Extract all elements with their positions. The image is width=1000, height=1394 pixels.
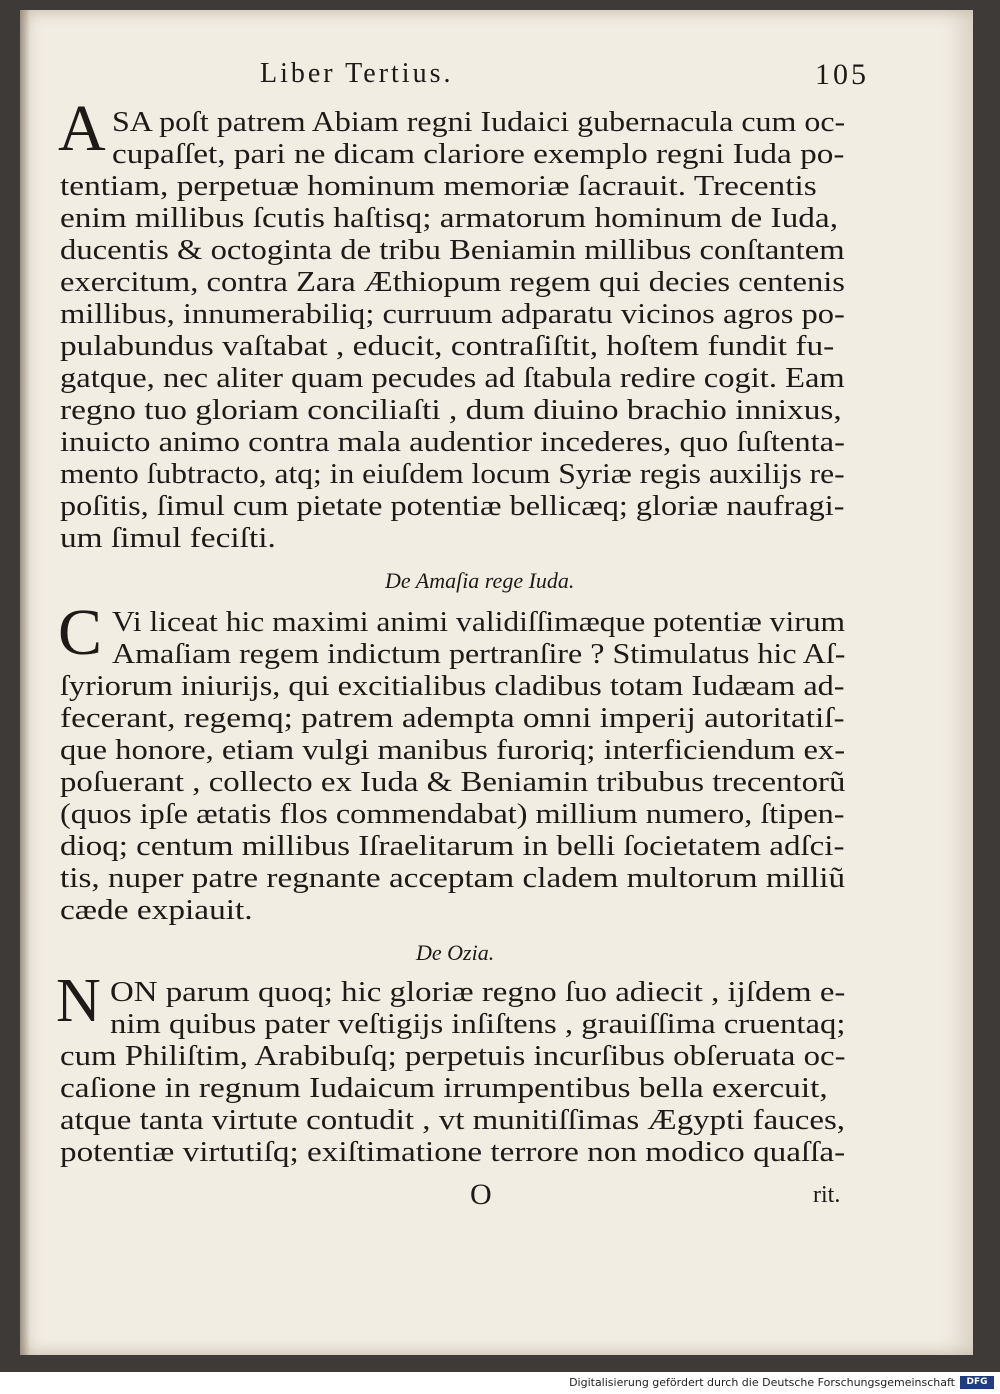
text-line: dioq; centum millibus Iſraelitarum in belli ſocietatem adſci- [60, 830, 845, 862]
text-line: gatque, nec aliter quam pecudes ad ſtabula redire cogit. Eam [60, 362, 845, 394]
section-heading: De Amaſia rege Iuda. [385, 568, 575, 593]
signature-mark: O [470, 1178, 492, 1211]
text-line: ducentis & octoginta de tribu Beniamin millibus conſtantem [60, 234, 845, 266]
text-line: fecerant, regemq; patrem adempta omni imperij autoritatiſ- [60, 702, 845, 734]
text-line: (quos ipſe ætatis flos commendabat) millium numero, ſtipen- [60, 798, 845, 830]
text-line: poſuerant , collecto ex Iuda & Beniamin tribubus trecentorũ [60, 766, 846, 798]
text-line: exercitum, contra Zara Æthiopum regem qui decies centenis [60, 266, 845, 298]
catchword: rit. [813, 1182, 841, 1208]
footer [0, 1372, 1000, 1394]
drop-cap-c: C [58, 596, 103, 669]
text-line: Amaſiam regem indictum pertranſire ? Stimulatus hic Aſ- [112, 638, 846, 670]
text-line: atque tanta virtute contudit , vt munitiſſimas Ægypti fauces, [60, 1104, 846, 1136]
drop-cap-n: N [56, 967, 101, 1035]
page-number: 105 [815, 58, 869, 91]
text-line: tentiam, perpetuæ hominum memoriæ ſacrauit. Trecentis [60, 170, 817, 202]
text-line: cum Philiſtim, Arabibuſq; perpetuis incurſibus obſeruata oc- [60, 1040, 846, 1072]
text-line: que honore, etiam vulgi manibus furoriq; interficiendum ex- [60, 734, 846, 766]
dfg-logo-icon: DFG [960, 1376, 994, 1389]
text-line: tis, nuper patre regnante acceptam cladem multorum milliũ [60, 862, 846, 894]
text-line: SA poſt patrem Abiam regni Iudaici gubernacula cum oc- [112, 106, 846, 138]
text-line: ON parum quoq; hic gloriæ regno ſuo adiecit , ijſdem e- [110, 976, 846, 1008]
text-line: ſyriorum iniurijs, qui excitialibus cladibus totam Iudæam ad- [60, 670, 845, 702]
running-head: Liber Tertius. [260, 58, 454, 89]
text-line: caſione in regnum Iudaicum irrumpentibus bella exercuit, [60, 1072, 828, 1104]
text-line: enim millibus ſcutis haſtisq; armatorum hominum de Iuda, [60, 202, 839, 234]
text-line: cupaſſet, pari ne dicam clariore exemplo regni Iuda po- [112, 138, 845, 170]
text-line: pulabundus vaſtabat , educit, contraſiſtit, hoſtem fundit fu- [60, 330, 835, 362]
section-heading: De Ozia. [416, 940, 495, 965]
text-line: potentiæ virtutiſq; exiſtimatione terrore non modico quaſſa- [60, 1136, 846, 1168]
text-line: millibus, innumerabiliq; curruum adparatu vicinos agros po- [60, 298, 845, 330]
footer-text: Digitalisierung gefördert durch die Deutsche Forschungsgemeinschaft [569, 1376, 955, 1389]
text-line: poſitis, ſimul cum pietate potentiæ bellicæq; gloriæ naufragi- [60, 490, 845, 522]
text-line: mento ſubtracto, atq; in eiuſdem locum Syriæ regis auxilijs re- [60, 458, 845, 490]
text-line: nim quibus pater veſtigijs inſiſtens , grauiſſima cruentaq; [110, 1008, 846, 1040]
drop-cap-a: A [58, 92, 106, 165]
text-line: regno tuo gloriam conciliaſti , dum diuino brachio innixus, [60, 394, 842, 426]
text-line: inuicto animo contra mala audentior incederes, quo ſuſtenta- [60, 426, 845, 458]
text-line: cæde expiauit. [60, 894, 253, 926]
text-line: Vi liceat hic maximi animi validiſſimæque potentiæ virum [112, 606, 846, 638]
book-page [20, 10, 973, 1355]
text-line: um ſimul feciſti. [60, 522, 276, 554]
